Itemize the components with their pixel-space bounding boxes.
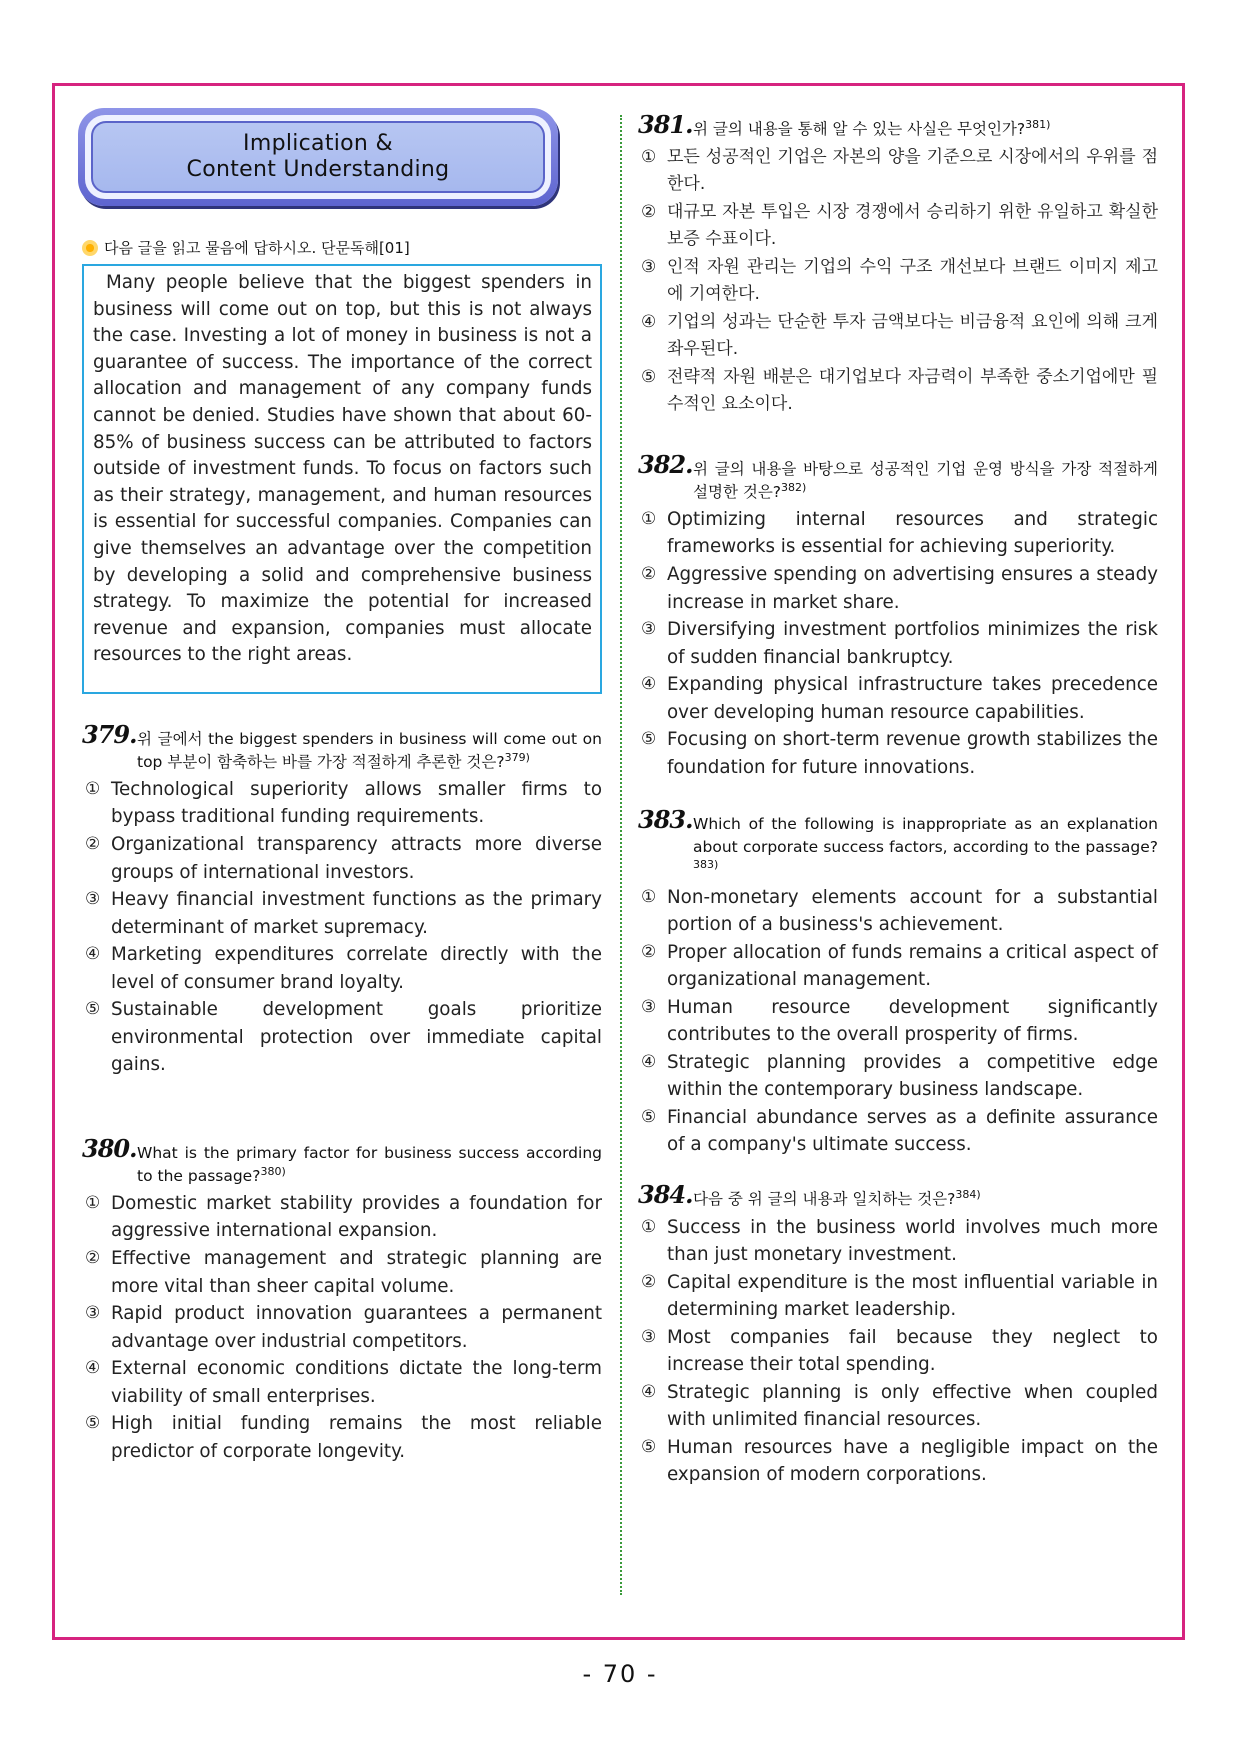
question-381	[638, 110, 1158, 419]
option-1[interactable]: ① 모든 성공적인 기업은 자본의 양을 기준으로 시장에서의 우위를 점한다.	[641, 146, 1158, 194]
question-prompt: 다음 중 위 글의 내용과 일치하는 것은?	[693, 1190, 956, 1208]
option-4[interactable]: ④ 기업의 성과는 단순한 투자 금액보다는 비금융적 요인에 의해 크게 좌우된다.	[641, 311, 1158, 360]
option-3[interactable]: ③ Diversifying investment portfolios minimizes the risk of sudden financial bankruptcy.	[641, 619, 1158, 668]
option-5[interactable]: ⑤ Focusing on short-term revenue growth stabilizes the foundation for future innovations.	[641, 729, 1158, 778]
option-3[interactable]: ③ Heavy financial investment functions as the primary determinant of market supremacy.	[85, 889, 602, 938]
question-number: 383.	[638, 805, 693, 834]
footnote-ref: 384)	[955, 1187, 981, 1201]
option-3[interactable]: ③ Human resource development significantly contributes to the overall prosperity of firms.	[641, 996, 1158, 1046]
footnote-ref: 380)	[260, 1164, 286, 1178]
option-2[interactable]: ② Effective management and strategic planning are more vital than sheer capital volume.	[85, 1248, 602, 1297]
question-prompt: Which of the following is inappropriate as an explanation about corporate success factors, according to the passage?	[693, 815, 1158, 856]
footnote-ref: 379)	[504, 750, 530, 764]
option-2[interactable]: ② Capital expenditure is the most influential variable in determining market leadership.	[641, 1271, 1158, 1321]
question-382	[638, 450, 1158, 782]
flower-icon	[82, 240, 98, 256]
reading-passage	[82, 264, 602, 694]
option-3[interactable]: ③ Most companies fail because they neglect to increase their total spending.	[641, 1326, 1158, 1376]
option-4[interactable]: ④ External economic conditions dictate the long-term viability of small enterprises.	[85, 1358, 602, 1407]
instruction-text: 다음 글을 읽고 물음에 답하시오. 단문독해[01]	[104, 239, 410, 257]
section-title-line2: Content Understanding	[186, 157, 450, 182]
question-number: 382.	[638, 450, 693, 479]
passage-text: Many people believe that the biggest spenders in business will come out on top, but this is not always the case. Investing a lot of money in business is not a guarantee of success. The importance of the correct allocation and management of any company funds cannot be denied. Studies have shown that about 60-85% of business success can be attributed to factors outside of investment funds. To focus on factors such as their strategy, management, and human resources is essential for successful companies. Companies can give themselves an advantage over the competition by developing a solid and comprehensive business strategy. To maximize the potential for increased revenue and expansion, companies must allocate resources to the right areas.	[93, 272, 592, 666]
option-1[interactable]: ① Optimizing internal resources and strategic frameworks is essential for achieving superiority.	[641, 509, 1158, 558]
option-4[interactable]: ④ Strategic planning provides a competitive edge within the contemporary business landscape.	[641, 1051, 1158, 1101]
option-5[interactable]: ⑤ Financial abundance serves as a definite assurance of a company's ultimate success.	[641, 1106, 1158, 1156]
option-3[interactable]: ③ 인적 자원 관리는 기업의 수익 구조 개선보다 브랜드 이미지 제고에 기여한다.	[641, 256, 1158, 305]
page-number: - 70 -	[582, 1660, 658, 1688]
option-5[interactable]: ⑤ Human resources have a negligible impact on the expansion of modern corporations.	[641, 1436, 1158, 1486]
option-5[interactable]: ⑤ 전략적 자원 배분은 대기업보다 자금력이 부족한 중소기업에만 필수적인 요소이다.	[641, 366, 1158, 415]
question-prompt: 위 글에서 the biggest spenders in business will come out on top 부분이 함축하는 바를 가장 적절하게 추론한 것은?	[137, 730, 602, 771]
question-number: 379.	[82, 720, 137, 749]
question-383	[638, 805, 1158, 1159]
section-title-line1: Implication &	[243, 131, 393, 156]
option-2[interactable]: ② Proper allocation of funds remains a critical aspect of organizational management.	[641, 941, 1158, 991]
option-4[interactable]: ④ Strategic planning is only effective when coupled with unlimited financial resources.	[641, 1381, 1158, 1431]
section-header	[78, 108, 558, 206]
question-380	[82, 1134, 602, 1466]
option-2[interactable]: ② 대규모 자본 투입은 시장 경쟁에서 승리하기 위한 유일하고 확실한 보증 수표이다.	[641, 201, 1158, 250]
footnote-ref: 382)	[781, 480, 807, 494]
question-379	[82, 720, 602, 1079]
option-2[interactable]: ② Organizational transparency attracts more diverse groups of international investors.	[85, 834, 602, 883]
question-number: 380.	[82, 1134, 137, 1163]
option-2[interactable]: ② Aggressive spending on advertising ensures a steady increase in market share.	[641, 564, 1158, 613]
option-3[interactable]: ③ Rapid product innovation guarantees a permanent advantage over industrial competitors.	[85, 1303, 602, 1352]
option-1[interactable]: ① Domestic market stability provides a foundation for aggressive international expansion.	[85, 1193, 602, 1242]
question-384	[638, 1180, 1158, 1489]
option-1[interactable]: ① Success in the business world involves much more than just monetary investment.	[641, 1216, 1158, 1265]
option-5[interactable]: ⑤ Sustainable development goals prioritize environmental protection over immediate capital gains.	[85, 999, 602, 1076]
option-1[interactable]: ① Non-monetary elements account for a substantial portion of a business's achievement.	[641, 886, 1158, 935]
option-1[interactable]: ① Technological superiority allows smaller firms to bypass traditional funding requirements.	[85, 779, 602, 828]
question-number: 384.	[638, 1180, 693, 1209]
option-4[interactable]: ④ Marketing expenditures correlate directly with the level of consumer brand loyalty.	[85, 944, 602, 993]
instruction	[82, 237, 410, 258]
option-4[interactable]: ④ Expanding physical infrastructure takes precedence over developing human resource capabilities.	[641, 674, 1158, 723]
column-divider	[620, 115, 622, 1595]
option-5[interactable]: ⑤ High initial funding remains the most reliable predictor of corporate longevity.	[85, 1413, 602, 1462]
question-prompt: 위 글의 내용을 바탕으로 성공적인 기업 운영 방식을 가장 적절하게 설명한 것은?	[693, 460, 1158, 501]
question-prompt: What is the primary factor for business success according to the passage?	[137, 1144, 602, 1185]
footnote-ref: 381)	[1025, 117, 1051, 131]
question-prompt: 위 글의 내용을 통해 알 수 있는 사실은 무엇인가?	[693, 120, 1026, 138]
footnote-ref: 383)	[693, 857, 719, 871]
question-number: 381.	[638, 110, 693, 139]
